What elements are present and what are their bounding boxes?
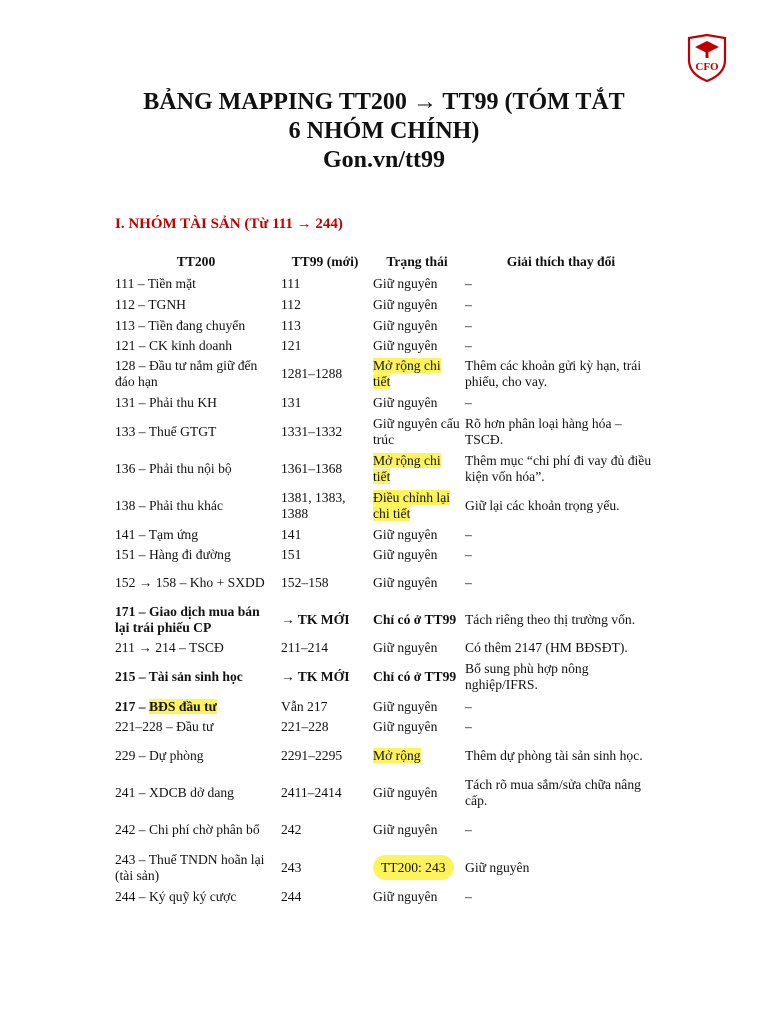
cell-status: Giữ nguyên xyxy=(373,276,438,291)
table-row xyxy=(113,601,659,638)
cell-note: Có thêm 2147 (HM BĐSĐT). xyxy=(465,640,628,655)
cell-note: Thêm mục “chi phí đi vay đủ điều kiện vốn hóa”. xyxy=(465,453,652,484)
cell-note: – xyxy=(465,317,472,333)
cell-note: – xyxy=(465,395,472,410)
table-row xyxy=(113,355,659,393)
cell-tt99: 131 xyxy=(281,395,302,410)
header-note: Giải thích thay đổi xyxy=(506,254,616,269)
cell-tt200: 243 – Thuế TNDN hoãn lại (tài sản) xyxy=(115,852,265,883)
cell-status: Giữ nguyên cấu trúc xyxy=(373,416,460,447)
cell-status xyxy=(371,451,463,487)
cell-tt99: 111 xyxy=(281,276,301,291)
cell-note: Tách riêng theo thị trường vốn. xyxy=(465,611,636,627)
cell-note: – xyxy=(465,889,472,904)
table-row xyxy=(113,638,659,658)
cell-tt200: 151 – Hàng đi đường xyxy=(115,547,231,562)
cell-status: Giữ nguyên xyxy=(373,575,438,590)
cell-status: Giữ nguyên xyxy=(373,395,438,410)
cell-tt99: 1381, 1383, 1388 xyxy=(281,490,346,521)
header-tt99: TT99 (mới) xyxy=(291,254,359,269)
cell-note: Thêm các khoản gửi kỳ hạn, trái phiếu, cho vay. xyxy=(465,358,642,389)
cell-status: Giữ nguyên xyxy=(373,527,438,542)
cell-status xyxy=(371,849,463,887)
cell-note: Giữ nguyên xyxy=(465,860,530,875)
cell-tt99: 121 xyxy=(281,337,302,353)
cell-status xyxy=(371,737,463,775)
cell-note: – xyxy=(465,575,472,590)
table-row xyxy=(113,294,659,315)
table-row xyxy=(113,413,659,451)
cell-tt200: 111 – Tiền mặt xyxy=(115,276,196,291)
table-row xyxy=(113,393,659,413)
cell-note: Rõ hơn phân loại hàng hóa – TSCĐ. xyxy=(465,416,622,447)
table-row xyxy=(113,545,659,565)
table-row xyxy=(113,717,659,737)
tt200-name-highlight: BĐS đầu tư xyxy=(148,698,217,714)
cell-tt99: 211–214 xyxy=(281,640,329,655)
cell-tt200 xyxy=(113,696,279,717)
table-row xyxy=(113,811,659,849)
cell-tt99: 244 xyxy=(281,889,302,904)
cell-tt99: 113 xyxy=(281,317,301,333)
table-header-row xyxy=(113,250,659,274)
cell-status: Giữ nguyên xyxy=(373,822,438,837)
cell-tt99: Vẫn 217 xyxy=(281,698,328,714)
status-highlight: Điều chỉnh lại chi tiết xyxy=(373,490,451,521)
cell-note: – xyxy=(465,547,472,562)
cell-status: Giữ nguyên xyxy=(373,547,438,562)
cell-tt99: 112 xyxy=(281,296,301,312)
cell-tt99: 151 xyxy=(281,547,302,562)
cell-status: Giữ nguyên xyxy=(373,640,438,655)
status-highlight: TT200: 243 xyxy=(373,855,454,880)
table-row xyxy=(113,525,659,545)
cell-tt200: 121 – CK kinh doanh xyxy=(115,337,233,353)
cell-tt200: 113 – Tiền đang chuyển xyxy=(115,317,246,333)
table-row xyxy=(113,315,659,336)
cell-note: – xyxy=(465,527,472,542)
table-row xyxy=(113,274,659,294)
cell-status: Chỉ có ở TT99 xyxy=(373,611,457,627)
cell-tt200: 136 – Phải thu nội bộ xyxy=(115,461,232,476)
cell-note: Bổ sung phù hợp nông nghiệp/IFRS. xyxy=(465,661,589,692)
cell-status: Giữ nguyên xyxy=(373,296,438,312)
table-row xyxy=(113,336,659,355)
cell-status: Giữ nguyên xyxy=(373,337,438,353)
cell-tt200: 141 – Tạm ứng xyxy=(115,527,199,542)
cell-status: Giữ nguyên xyxy=(373,317,438,333)
cell-note: Tách rõ mua sắm/sửa chữa nâng cấp. xyxy=(465,777,641,808)
cell-note: – xyxy=(465,719,472,734)
cell-tt99: 1281–1288 xyxy=(281,366,343,381)
tt200-code: 217 – xyxy=(115,698,149,714)
cell-tt200: 215 – Tài sản sinh học xyxy=(115,669,243,684)
table-row xyxy=(113,565,659,601)
logo-text: CFO xyxy=(695,61,719,73)
cell-note: – xyxy=(465,822,472,837)
cfo-shield-logo-icon xyxy=(686,34,728,82)
cell-note: – xyxy=(465,698,472,714)
cell-tt200: 171 – Giao dịch mua bán lại trái phiếu CP xyxy=(115,603,260,635)
title-line-2: 6 NHÓM CHÍNH) xyxy=(288,118,480,144)
header-tt200: TT200 xyxy=(176,254,216,269)
cell-status xyxy=(371,487,463,525)
cell-tt99: 243 xyxy=(281,860,302,875)
table-row xyxy=(113,487,659,525)
cell-note: – xyxy=(465,296,472,312)
cell-note: – xyxy=(465,276,472,291)
cell-tt99: 1361–1368 xyxy=(281,461,343,476)
cell-status: Giữ nguyên xyxy=(373,785,438,800)
cell-tt99: → TK MỚI xyxy=(281,669,350,684)
cell-tt200: 128 – Đầu tư nắm giữ đến đáo hạn xyxy=(115,358,258,389)
cell-note: Giữ lại các khoản trọng yếu. xyxy=(465,498,620,513)
cell-status xyxy=(371,355,463,393)
cell-note: Thêm dự phòng tài sản sinh học. xyxy=(465,748,643,763)
cell-tt99: → TK MỚI xyxy=(281,611,350,627)
cell-tt200: 242 – Chi phí chờ phân bổ xyxy=(115,822,260,837)
table-row xyxy=(113,775,659,811)
table-row xyxy=(113,849,659,887)
table-row xyxy=(113,658,659,696)
cell-tt200: 112 – TGNH xyxy=(115,296,186,312)
mapping-table xyxy=(113,250,659,907)
cell-tt200: 229 – Dự phòng xyxy=(115,748,204,763)
cell-tt200: 152 → 158 – Kho + SXDD xyxy=(115,575,265,590)
title-line-1: BẢNG MAPPING TT200 → TT99 (TÓM TẮT xyxy=(143,89,625,115)
cell-tt99: 1331–1332 xyxy=(281,424,343,439)
status-highlight: Mở rộng chi tiết xyxy=(373,453,441,484)
cell-status: Giữ nguyên xyxy=(373,698,438,714)
cell-tt99: 2411–2414 xyxy=(281,785,342,800)
cell-tt99: 141 xyxy=(281,527,302,542)
cell-tt200: 133 – Thuế GTGT xyxy=(115,424,217,439)
cell-tt200: 221–228 – Đầu tư xyxy=(115,719,214,734)
cell-tt200: 131 – Phải thu KH xyxy=(115,395,217,410)
cell-tt200: 241 – XDCB dở dang xyxy=(115,785,234,800)
cell-tt200: 138 – Phải thu khác xyxy=(115,498,223,513)
cell-tt200: 244 – Ký quỹ ký cược xyxy=(115,889,237,904)
status-highlight: Mở rộng xyxy=(373,748,421,763)
table-row xyxy=(113,696,659,717)
document-title xyxy=(0,88,768,175)
status-highlight: Mở rộng chi tiết xyxy=(373,358,441,389)
title-line-3: Gon.vn/tt99 xyxy=(322,147,445,173)
cell-tt99: 221–228 xyxy=(281,719,329,734)
cell-status: Chỉ có ở TT99 xyxy=(373,669,457,684)
cell-tt99: 152–158 xyxy=(281,575,329,590)
table-row xyxy=(113,887,659,907)
header-status: Trạng thái xyxy=(386,254,448,269)
table-row xyxy=(113,737,659,775)
cell-tt99: 2291–2295 xyxy=(281,748,343,763)
section-heading: I. NHÓM TÀI SẢN (Từ 111 → 244) xyxy=(115,216,343,232)
cell-status: Giữ nguyên xyxy=(373,889,438,904)
table-row xyxy=(113,451,659,487)
cell-tt200: 211 → 214 – TSCĐ xyxy=(115,640,224,655)
cell-note: – xyxy=(465,337,472,353)
cell-tt99: 242 xyxy=(281,822,302,837)
cell-status: Giữ nguyên xyxy=(373,719,438,734)
